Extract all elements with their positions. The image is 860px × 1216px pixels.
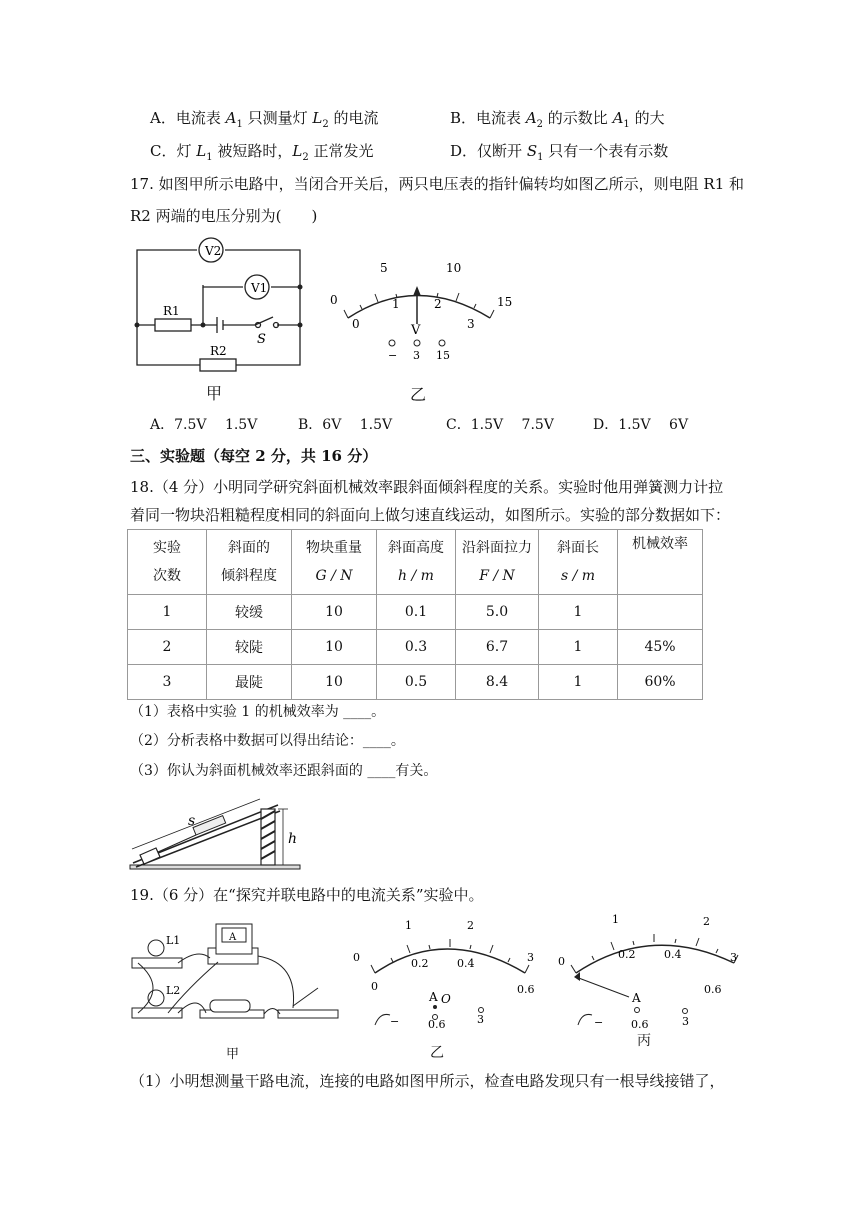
svg-text:O: O xyxy=(441,992,451,1006)
bing-top-0: 0 xyxy=(558,955,565,968)
lamp-l2-label: L2 xyxy=(166,984,181,997)
q17-option-b: B．6V 1.5V xyxy=(298,417,393,433)
incline-h-label: h xyxy=(288,831,298,847)
r1-label: R1 xyxy=(163,304,180,318)
yi-bottom-04: 0.4 xyxy=(457,957,475,970)
q18-sub3: （3）你认为斜面机械效率还跟斜面的 ____有关。 xyxy=(130,763,438,779)
q17-option-c: C．1.5V 7.5V xyxy=(446,417,554,433)
yi-bottom-02: 0.2 xyxy=(411,957,429,970)
yi-term-neg: − xyxy=(390,1015,400,1028)
q17-fig-yi-caption: 乙 xyxy=(410,385,427,404)
lamp-l1-label: L1 xyxy=(166,934,181,947)
bing-unit: A xyxy=(632,991,641,1005)
volt-top-0: 0 xyxy=(330,293,338,307)
header-cell: 斜面的 倾斜程度 xyxy=(207,530,292,595)
bing-term-06: 0.6 xyxy=(631,1018,649,1031)
bing-bottom-02: 0.2 xyxy=(618,948,636,961)
volt-term-3: 3 xyxy=(413,349,420,362)
yi-term-06: 0.6 xyxy=(428,1018,446,1031)
q19-fig-bing-caption: 丙 xyxy=(637,1033,651,1049)
q16-option-a: A．电流表 $A_1$ 只测量灯 $L_2$ 的电流 xyxy=(150,109,379,130)
header-cell: 斜面高度 h / m xyxy=(377,530,456,595)
yi-top-0: 0 xyxy=(353,951,360,964)
q18-stem-line2: 着同一物块沿粗糙程度相同的斜面向上做匀速直线运动，如图所示。实验的部分数据如下： xyxy=(130,506,731,524)
q18-stem-line1: 18.（4 分）小明同学研究斜面机械效率跟斜面倾斜程度的关系。实验时他用弹簧测力计拉 xyxy=(130,478,724,496)
q19-fig-jia-caption: 甲 xyxy=(226,1047,240,1062)
q16-option-d: D．仅断开 $S_1$ 只有一个表有示数 xyxy=(450,142,669,163)
q19-apparatus-diagram xyxy=(128,918,348,1028)
bing-term-3: 3 xyxy=(682,1015,689,1028)
header-cell: 斜面长 s / m xyxy=(539,530,618,595)
table-row: 3 最陡 10 0.5 8.4 1 60% xyxy=(128,665,703,700)
q18-sub2: （2）分析表格中数据可以得出结论：____。 xyxy=(130,733,405,749)
yi-bottom-0: 0 xyxy=(371,980,378,993)
bing-bottom-04: 0.4 xyxy=(664,948,682,961)
header-cell: 物块重量 G / N xyxy=(292,530,377,595)
volt-term-15: 15 xyxy=(436,349,450,362)
table-header-row xyxy=(128,530,703,595)
volt-bottom-0: 0 xyxy=(352,317,360,331)
q16-option-c: C．灯 $L_1$ 被短路时，$L_2$ 正常发光 xyxy=(150,142,374,163)
ammeter-a-label: A xyxy=(229,932,237,943)
yi-term-3: 3 xyxy=(477,1013,484,1026)
r2-label: R2 xyxy=(210,344,227,358)
switch-label: S xyxy=(257,332,266,347)
q17-option-d: D．1.5V 6V xyxy=(593,417,689,433)
q17-stem-line1: 17. 如图甲所示电路中，当闭合开关后，两只电压表的指针偏转均如图乙所示，则电阻 R1 和 xyxy=(130,175,745,193)
header-cell: 机械效率 xyxy=(618,530,703,595)
q18-data-table xyxy=(127,529,703,700)
section3-title: 三、实验题（每空 2 分，共 16 分） xyxy=(130,447,378,465)
bing-bottom-06: 0.6 xyxy=(704,983,722,996)
q17-fig-jia-caption: 甲 xyxy=(206,384,223,403)
table-row: 2 较陡 10 0.3 6.7 1 45% xyxy=(128,630,703,665)
volt-bottom-2: 2 xyxy=(434,297,442,311)
q19-sub1: （1）小明想测量干路电流，连接的电路如图甲所示，检查电路发现只有一根导线接错了， xyxy=(130,1072,725,1090)
q19-fig-yi-caption: 乙 xyxy=(430,1045,444,1061)
volt-bottom-3: 3 xyxy=(467,317,475,331)
q19-stem: 19.（6 分）在“探究并联电路中的电流关系”实验中。 xyxy=(130,886,484,904)
q16-option-b: B．电流表 $A_2$ 的示数比 $A_1$ 的大 xyxy=(450,109,665,130)
header-cell: 实验 次数 xyxy=(128,530,207,595)
volt-bottom-1: 1 xyxy=(392,297,400,311)
yi-bottom-06: 0.6 xyxy=(517,983,535,996)
q19-ammeter-yi xyxy=(345,915,545,1045)
yi-top-2: 2 xyxy=(467,919,474,932)
q17-voltmeter-diagram xyxy=(322,258,522,368)
v2-label: V2 xyxy=(205,244,222,258)
bing-top-2: 2 xyxy=(703,915,710,928)
v1-label: V1 xyxy=(251,281,268,295)
yi-unit: A xyxy=(429,990,438,1004)
volt-top-10: 10 xyxy=(446,261,462,275)
volt-top-15: 15 xyxy=(497,295,513,309)
q17-stem-line2: R2 两端的电压分别为( ) xyxy=(130,207,318,225)
q17-option-a: A．7.5V 1.5V xyxy=(150,417,258,433)
volt-term-neg: − xyxy=(388,349,398,362)
q18-incline-diagram xyxy=(128,795,308,875)
bing-top-1: 1 xyxy=(612,913,619,926)
bing-top-3: 3 xyxy=(730,951,737,964)
yi-top-3: 3 xyxy=(527,951,534,964)
q18-sub1: （1）表格中实验 1 的机械效率为 ____。 xyxy=(130,704,386,720)
volt-top-5: 5 xyxy=(380,261,388,275)
volt-unit: V xyxy=(411,323,421,338)
incline-s-label: s xyxy=(188,813,196,829)
header-cell: 沿斜面拉力 F / N xyxy=(456,530,539,595)
q19-ammeter-bing xyxy=(556,905,746,1035)
q17-circuit-diagram xyxy=(125,235,315,375)
yi-top-1: 1 xyxy=(405,919,412,932)
bing-term-neg: − xyxy=(594,1016,604,1029)
table-row: 1 较缓 10 0.1 5.0 1 xyxy=(128,595,703,630)
